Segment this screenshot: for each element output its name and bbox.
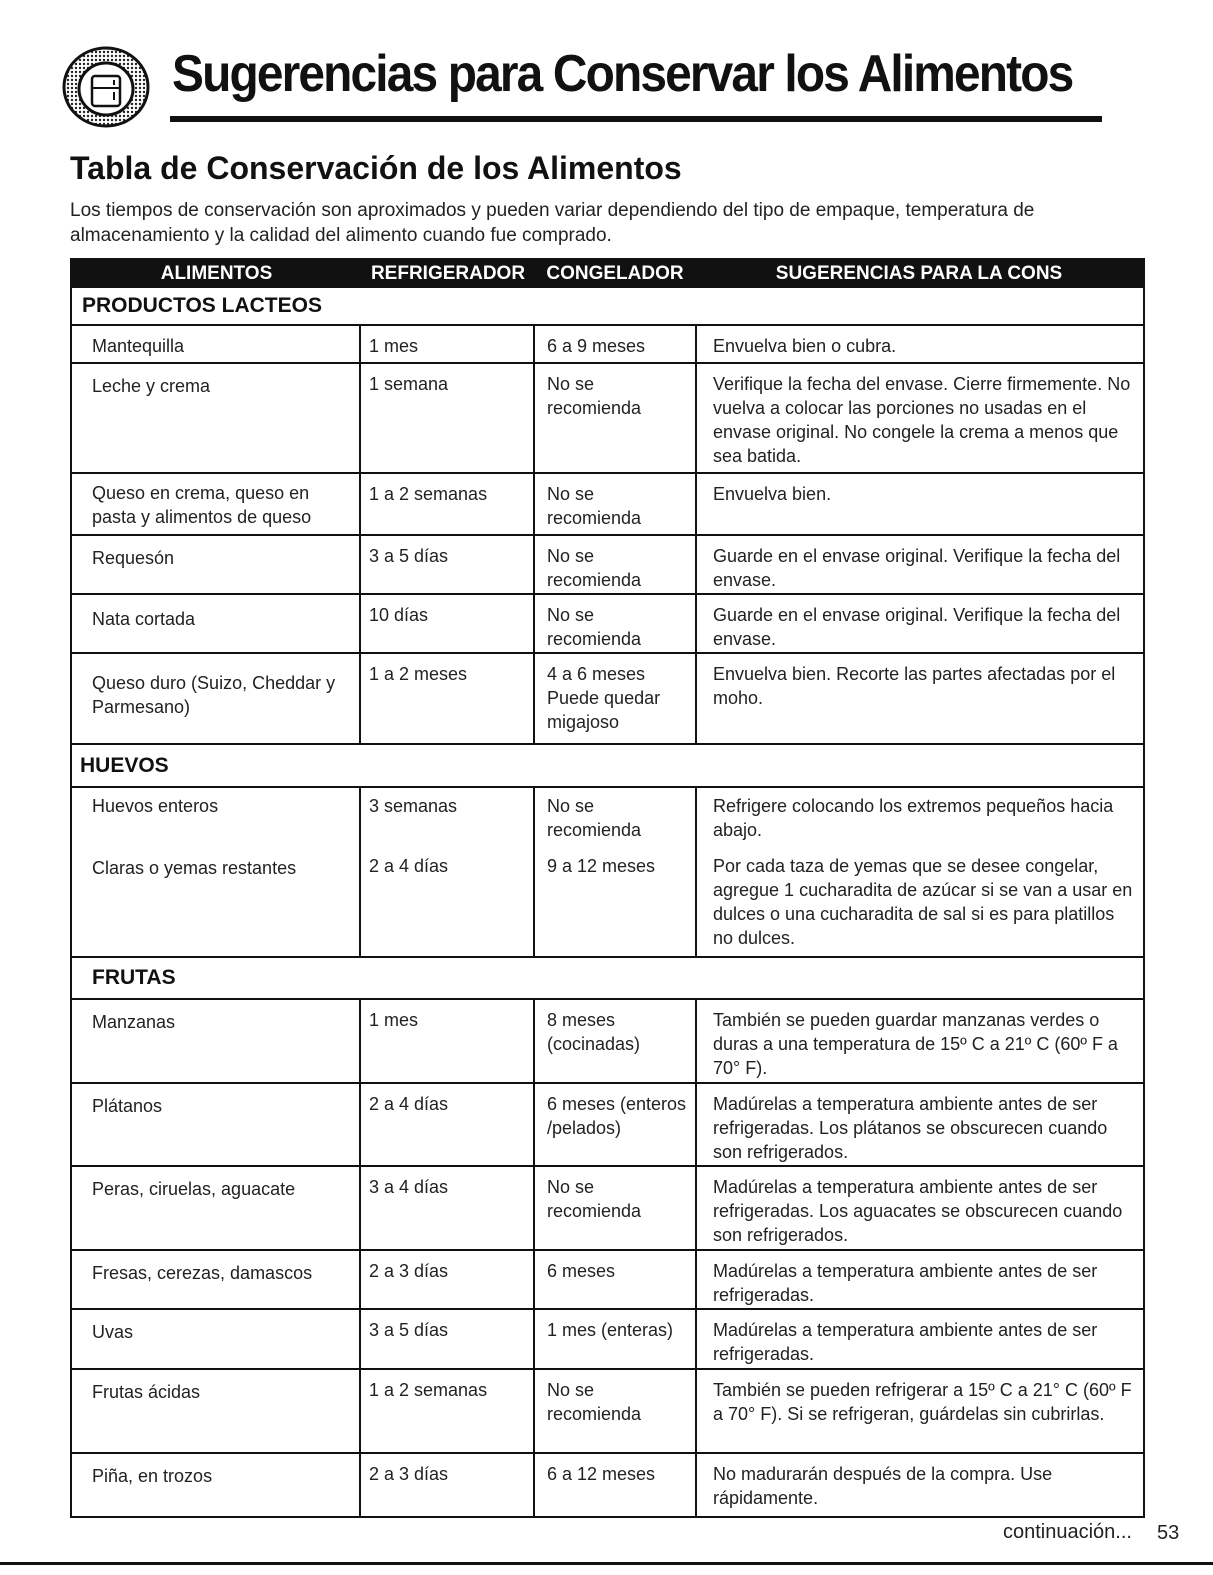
table-row [72,474,1143,536]
page-number: 53 [1157,1522,1180,1544]
fridge-cell: 1 a 2 semanas [361,1370,535,1452]
tips-cell: Madúrelas a temperatura ambiente antes de ser refrigeradas. [713,1261,1098,1305]
freezer-cell: 4 a 6 meses Puede quedar migajoso [535,654,697,743]
tips-cell: Guarde en el envase original. Verifique la fecha del envase. [713,546,1121,590]
fridge-cell: 1 a 2 meses [361,654,535,743]
tips-cell: Verifique la fecha del envase. Cierre firmemente. No vuelva a colocar las porciones no usadas en el envase original. No congele la crema a menos que sea batida. [713,374,1131,466]
tips-cell: Madúrelas a temperatura ambiente antes de ser refrigeradas. Los aguacates se obscurecen cuando son refrigerados. [713,1177,1123,1245]
continuation-label: continuación... [1003,1521,1132,1543]
freezer-cell: 1 mes (enteras) [535,1310,697,1368]
header-refrigerador: REFRIGERADOR [370,263,526,284]
freezer-claras-yemas: 9 a 12 meses [547,856,656,876]
food-claras-yemas: Claras o yemas restantes [92,858,297,878]
page-header [62,40,1102,125]
table-row [72,1454,1143,1516]
fridge-cell: 1 a 2 semanas [361,474,535,534]
food-storage-table [70,258,1145,1518]
tips-cell: También se pueden refrigerar a 15º C a 21° C (60º F a 70° F). Si se refrigeran, guárdelas sin cubrirlas. [713,1380,1132,1424]
table-row [72,595,1143,654]
table-row [72,326,1143,364]
food-cell: Mantequilla [72,326,361,362]
fridge-cell: 10 días [361,595,535,652]
tips-cell: Guarde en el envase original. Verifique la fecha del envase. [713,605,1121,649]
header-congelador: CONGELADOR [546,263,684,284]
food-cell: Fresas, cerezas, damascos [72,1251,361,1308]
tips-cell: Madúrelas a temperatura ambiente antes de ser refrigeradas. [713,1320,1098,1364]
freezer-cell: No se recomienda [535,1167,697,1249]
fridge-cell: 2 a 4 días [361,1084,535,1165]
bottom-rule [0,1562,1213,1565]
food-cell: Frutas ácidas [72,1370,361,1452]
freezer-huevos-enteros: No se recomienda [547,796,642,840]
category-frutas: FRUTAS [72,958,1143,1000]
fridge-cell: 1 mes [361,1000,535,1082]
tips-claras-yemas: Por cada taza de yemas que se desee congelar, agregue 1 cucharadita de azúcar si se van a usar en dulces o una cucharadita de sal si es para platillos no dulces. [713,856,1133,948]
fridge-cell: 2 a 3 días [361,1454,535,1516]
tips-cell: Madúrelas a temperatura ambiente antes de ser refrigeradas. Los plátanos se obscurecen cuando son refrigerados. [713,1094,1108,1162]
intro-paragraph: Los tiempos de conservación son aproximados y pueden variar dependiendo del tipo de empaque, temperatura de almacenamiento y la calidad del alimento cuando fue comprado. [70,200,1035,246]
freezer-cell: 6 a 9 meses [535,326,697,362]
table-row [72,364,1143,474]
table-row [72,536,1143,595]
freezer-cell: No se recomienda [535,1370,697,1452]
freezer-cell: 6 a 12 meses [535,1454,697,1516]
table-row [72,1370,1143,1454]
fridge-cell: 3 a 5 días [361,1310,535,1368]
table-row [72,654,1143,745]
table-row [72,1310,1143,1370]
freezer-cell: 6 meses (enteros /pelados) [535,1084,697,1165]
food-cell [72,788,361,956]
section-title: Tabla de Conservación de los Alimentos [70,150,682,186]
fridge-cell [361,788,535,956]
fridge-cell: 3 a 4 días [361,1167,535,1249]
tips-cell: No madurarán después de la compra. Use rápidamente. [713,1464,1053,1508]
fridge-huevos-enteros: 3 semanas [369,796,458,816]
title-underline [170,116,1102,122]
header-sugerencias: SUGERENCIAS PARA LA CONS [775,263,1063,284]
fridge-cell: 1 mes [361,326,535,362]
tips-cell: También se pueden guardar manzanas verdes o duras a una temperatura de 15º C a 21º C (60º F a 70° F). [713,1010,1118,1078]
food-cell: Plátanos [72,1084,361,1165]
category-huevos: HUEVOS [72,745,1143,788]
food-cell: Uvas [72,1310,361,1368]
table-row [72,1000,1143,1084]
freezer-cell: 6 meses [535,1251,697,1308]
freezer-cell [535,788,697,956]
page-title: Sugerencias para Conservar los Alimentos [172,45,1073,103]
freezer-cell: No se recomienda [535,536,697,593]
fridge-claras-yemas: 2 a 4 días [369,856,449,876]
tips-huevos-enteros: Refrigere colocando los extremos pequeños hacia abajo. [713,796,1114,840]
table-row [72,1167,1143,1251]
category-lacteos: PRODUCTOS LACTEOS [72,288,1143,326]
food-cell: Manzanas [72,1000,361,1082]
freezer-cell: 8 meses (cocinadas) [535,1000,697,1082]
food-cell: Nata cortada [72,595,361,652]
tips-cell: Envuelva bien. [713,484,832,504]
food-cell: Queso en crema, queso en pasta y alimentos de queso [72,474,361,534]
tips-cell: Envuelva bien. Recorte las partes afectadas por el moho. [713,664,1116,708]
refrigerator-badge-icon [62,46,150,128]
fridge-cell: 2 a 3 días [361,1251,535,1308]
table-row [72,1251,1143,1310]
food-cell: Queso duro (Suizo, Cheddar y Parmesano) [72,654,361,743]
food-cell: Requesón [72,536,361,593]
freezer-cell: No se recomienda [535,474,697,534]
freezer-cell: No se recomienda [535,364,697,472]
food-cell: Piña, en trozos [72,1454,361,1516]
food-cell: Peras, ciruelas, aguacate [72,1167,361,1249]
food-huevos-enteros: Huevos enteros [92,796,219,816]
table-header [72,260,1143,288]
food-cell: Leche y crema [72,364,361,472]
fridge-cell: 3 a 5 días [361,536,535,593]
fridge-cell: 1 semana [361,364,535,472]
table-row [72,788,1143,958]
tips-cell [697,788,1143,956]
table-row [72,1084,1143,1167]
freezer-cell: No se recomienda [535,595,697,652]
tips-cell: Envuelva bien o cubra. [713,336,897,356]
header-alimentos: ALIMENTOS [160,263,273,284]
